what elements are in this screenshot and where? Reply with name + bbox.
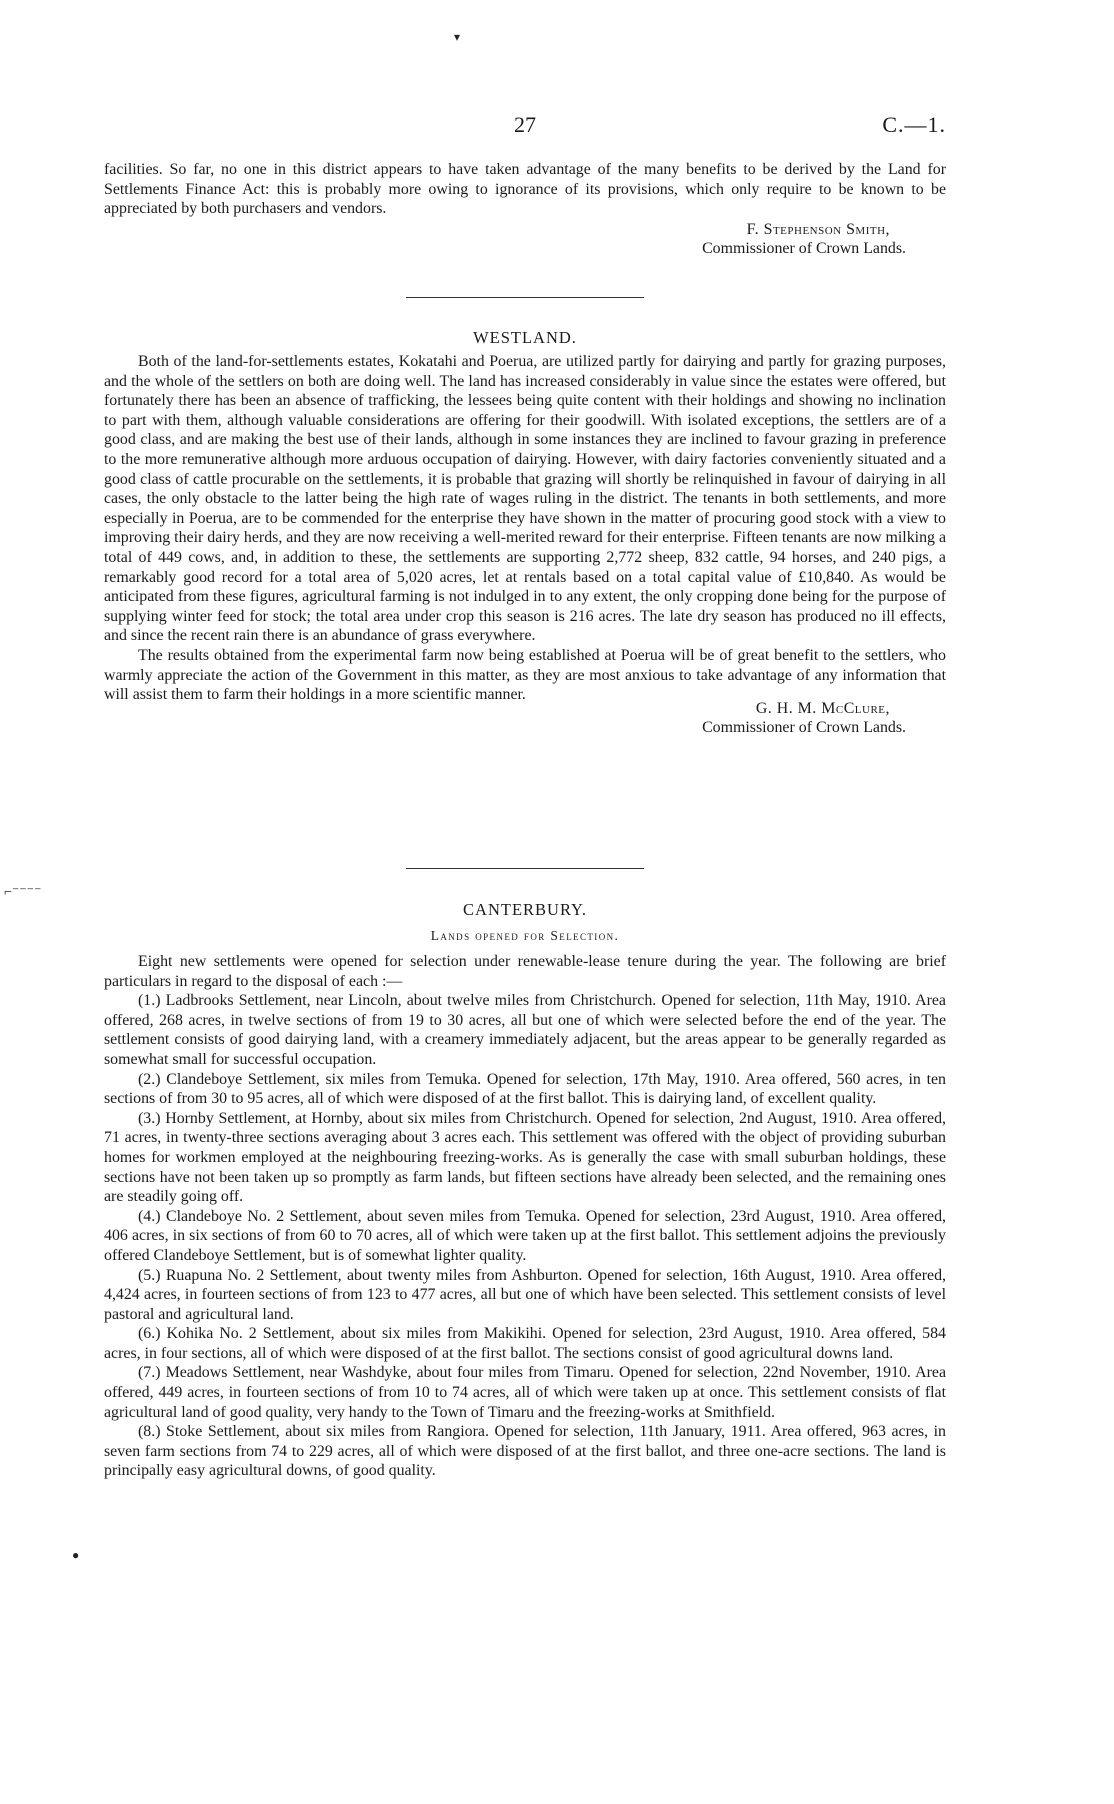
section-heading-canterbury: CANTERBURY. [463,900,587,919]
section-heading-westland: WESTLAND. [473,328,577,347]
page-header [104,112,946,146]
margin-mark: ⌐⁻⁻⁻⁻ [4,885,42,900]
section-code: C.—1. [882,112,946,137]
signature-name: G. H. M. McClure, [755,699,890,717]
westland-paragraph-1: Both of the land-for-settlements estates, Kokatahi and Poerua, are utilized partly for dairying and partly for grazing purposes, and the whole of the settlers on both are doing well. The land has increased considerably in value since the estates were offered, but fortunately there has been an absence of trafficking, the lessees being quite content with their holdings and showing no inclination to part with them, although valuable considerations are offering for their goodwill. With isolated exceptions, the settlers are of a good class, and are making the best use of their lands, although in some instances they are inclined to favour grazing in preference to the more remunerative although more arduous occupation of dairying. However, with dairy factories conveniently situated and a good class of cattle procurable on the settlements, it is probable that grazing will shortly be relinquished in favour of dairying in all cases, the only obstacle to the latter being the high rate of wages ruling in the district. The tenants in both settlements, and more especially in Poerua, are to be commended for the enterprise they have shown in the matter of procuring good stock with a view to improving their dairy herds, and they are now receiving a well-merited reward for their enterprise. Fifteen tenants are now milking a total of 449 cows, and, in addition to these, the settlements are supporting 2,772 sheep, 832 cattle, 94 horses, and 240 pigs, a remarkably good record for a total area of 5,020 acres, let at rentals based on a total capital value of £10,840. As would be anticipated from these figures, agricultural farming is not indulged in to any extent, the only cropping done being for the purpose of supplying winter feed for stock; the total area under crop this season is 216 acres. The late dry season has produced no ill effects, and since the recent rain there is an abundance of grass everywhere. [104,353,946,645]
list-item: (5.) Ruapuna No. 2 Settlement, about twenty miles from Ashburton. Opened for selection, 16th August, 1910. Area offered, 4,424 acres, in fourteen sections of from 123 to 477 acres, all but one of which have been selected. This settlement consists of level pastoral and agricultural land. [104,1266,946,1323]
list-item: (8.) Stoke Settlement, about six miles from Rangiora. Opened for selection, 11th January, 1911. Area offered, 963 acres, in seven farm sections from 74 to 229 acres, all of which were disposed of at the first ballot, and three one-acre sections. The land is principally easy agricultural downs, of good quality. [104,1423,946,1480]
list-item: (6.) Kohika No. 2 Settlement, about six miles from Makikihi. Opened for selection, 23rd August, 1910. Area offered, 584 acres, in four sections, all of which were disposed of at the first ballot. The sections consist of good agricultural downs land. [104,1325,946,1362]
westland-paragraph-2: The results obtained from the experimental farm now being established at Poerua will be of great benefit to the settlers, who warmly appreciate the action of the Government in this matter, as they are most anxious to take advantage of any information that will assist them to farm their holdings in a more scientific manner. [104,646,946,704]
bullet-mark: ● [72,1548,80,1562]
page-number: 27 [514,112,536,137]
list-item: (1.) Ladbrooks Settlement, near Lincoln, about twelve miles from Christchurch. Opened for selection, 11th May, 1910. Area offered, 268 acres, in twelve sections of from 19 to 30 acres, all but one of which were selected before the end of the year. The settlement consists of good dairying land, with a creamery immediately adjacent, but the areas appear to be generally regarded as somewhat small for successful occupation. [104,992,946,1068]
list-item: (7.) Meadows Settlement, near Washdyke, about four miles from Timaru. Opened for selection, 22nd November, 1910. Area offered, 449 acres, in fourteen sections of from 10 to 74 acres, all of which were taken up at once. This settlement consists of flat agricultural land of good quality, very handy to the Town of Timaru and the freezing-works at Smithfield. [104,1364,946,1421]
list-item: (3.) Hornby Settlement, at Hornby, about six miles from Christchurch. Opened for selection, 2nd August, 1910. Area offered, 71 acres, in twenty-three sections averaging about 3 acres each. This settlement was offered with the object of providing suburban homes for workmen employed at the neighbouring freezing-works. As is generally the case with small suburban holdings, these sections have not been taken up so promptly as farm lands, but fifteen sections have already been selected, and the remaining ones are steadily going off. [104,1109,946,1206]
section-divider [406,868,644,869]
signature-title: Commissioner of Crown Lands. [702,240,906,258]
signature-name: F. Stephenson Smith, [746,220,890,238]
canterbury-intro: Eight new settlements were opened for selection under renewable-lease tenure during the year. The following are brief particulars in regard to the disposal of each :— [104,953,946,990]
subheading-lands-opened: Lands opened for Selection. [430,928,620,943]
canterbury-section [104,952,946,1481]
intro-section [104,160,946,259]
intro-paragraph: facilities. So far, no one in this district appears to have taken advantage of the many benefits to be derived by the Land for Settlements Finance Act: this is probably more owing to ignorance of its provisions, which only require to be known to be appreciated by both purchasers and vendors. [104,161,946,218]
intro-signature [104,220,946,259]
list-item: (4.) Clandeboye No. 2 Settlement, about seven miles from Temuka. Opened for selection, 23rd August, 1910. Area offered, 406 acres, in six sections of from 60 to 70 acres, all of which were taken up at the first ballot. This settlement adjoins the previously offered Clandeboye Settlement, but is of somewhat lighter quality. [104,1207,946,1264]
westland-section [104,352,946,738]
list-item: (2.) Clandeboye Settlement, six miles from Temuka. Opened for selection, 17th May, 1910. Area offered, 560 acres, in ten sections of from 30 to 95 acres, all of which were disposed of at the first ballot. This is dairying land, of excellent quality. [104,1070,946,1108]
top-mark: ▾ [454,30,461,44]
signature-title: Commissioner of Crown Lands. [702,719,906,737]
section-divider [406,297,644,298]
